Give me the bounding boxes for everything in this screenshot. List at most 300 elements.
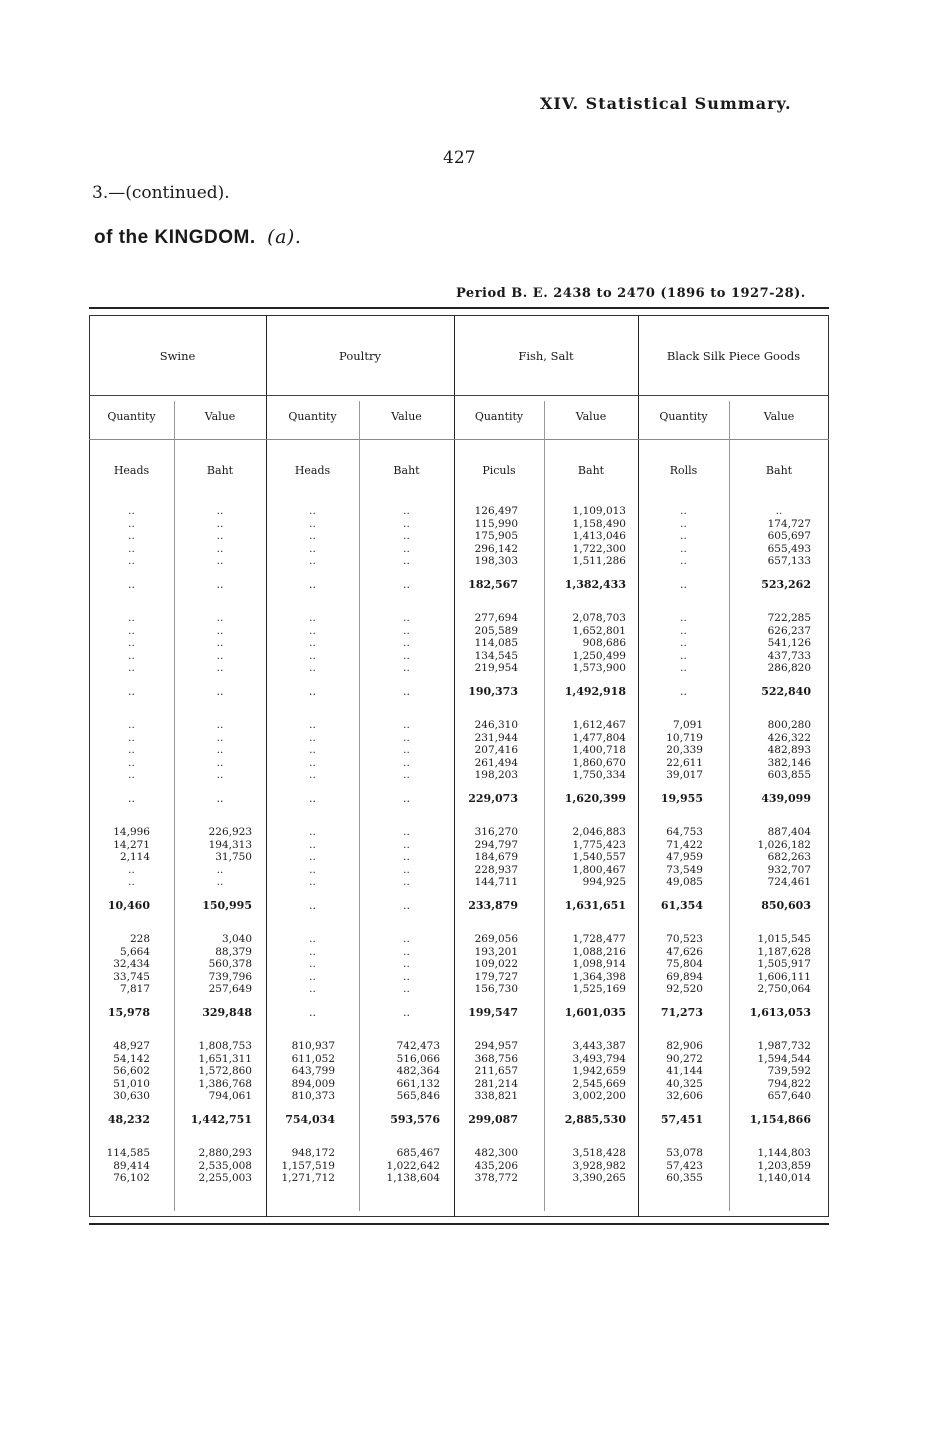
table-cell: .. bbox=[309, 555, 316, 568]
column-header-rule bbox=[89, 439, 829, 440]
total-cell: 593,576 bbox=[390, 1113, 440, 1126]
table-cell: .. bbox=[403, 945, 410, 958]
table-cell: .. bbox=[216, 744, 224, 757]
total-cell: 299,087 bbox=[468, 1113, 518, 1126]
table-cell: .. bbox=[680, 662, 687, 675]
table-cell: 2,545,669 bbox=[572, 1077, 626, 1090]
table-cell: 14,271 bbox=[113, 838, 150, 851]
table-cell: 932,707 bbox=[767, 863, 811, 876]
table-cell: 378,772 bbox=[474, 1172, 518, 1185]
table-cell: .. bbox=[309, 624, 316, 637]
table-cell: 794,061 bbox=[208, 1090, 252, 1103]
table-cell: .. bbox=[216, 555, 224, 568]
table-cell: 724,461 bbox=[767, 876, 811, 889]
table-cell: 1,594,544 bbox=[757, 1052, 811, 1065]
table-cell: 810,937 bbox=[291, 1040, 335, 1052]
group-header: Black Silk Piece Goods bbox=[666, 349, 801, 363]
table-cell: .. bbox=[216, 612, 224, 624]
table-cell: 40,325 bbox=[666, 1077, 703, 1090]
total-cell: .. bbox=[309, 792, 316, 805]
table-cell: .. bbox=[680, 612, 687, 624]
table-cell: 31,750 bbox=[215, 851, 252, 864]
table-cell: 1,138,604 bbox=[386, 1172, 440, 1185]
table-cell: .. bbox=[309, 662, 316, 675]
table-cell: .. bbox=[216, 517, 224, 530]
table-cell: 482,893 bbox=[767, 744, 811, 757]
total-cell: 439,099 bbox=[761, 792, 811, 805]
table-cell: .. bbox=[680, 555, 687, 568]
unit-label: Baht bbox=[393, 464, 420, 477]
page-number: 427 bbox=[443, 148, 476, 168]
table-cell: .. bbox=[403, 662, 410, 675]
total-cell: 523,262 bbox=[761, 578, 811, 591]
total-cell: 1,492,918 bbox=[564, 685, 626, 698]
unit-label: Baht bbox=[577, 464, 605, 477]
table-cell: 722,285 bbox=[767, 612, 811, 624]
table-cell: 1,652,801 bbox=[572, 624, 626, 637]
table-cell: 294,797 bbox=[474, 838, 518, 851]
table-cell: 794,822 bbox=[767, 1077, 811, 1090]
total-cell: 1,620,399 bbox=[564, 792, 626, 805]
kingdom-label: of the KINGDOM. bbox=[94, 227, 256, 248]
total-cell: .. bbox=[403, 1006, 410, 1019]
total-cell: .. bbox=[403, 792, 410, 805]
total-cell: 1,154,866 bbox=[749, 1113, 811, 1126]
table-cell: 76,102 bbox=[113, 1172, 150, 1185]
table-cell: 565,846 bbox=[396, 1090, 440, 1103]
table-cell: .. bbox=[216, 719, 224, 731]
table-cell: 1,157,519 bbox=[281, 1159, 335, 1172]
table-cell: 109,022 bbox=[474, 958, 518, 971]
table-cell: .. bbox=[128, 756, 135, 769]
table-cell: 174,727 bbox=[767, 517, 811, 530]
table-cell: 2,078,703 bbox=[572, 612, 626, 624]
table-cell: .. bbox=[128, 863, 135, 876]
total-cell: 190,373 bbox=[468, 685, 518, 698]
table-cell: .. bbox=[403, 863, 410, 876]
table-cell: .. bbox=[216, 662, 224, 675]
table-cell: 207,416 bbox=[474, 744, 518, 757]
table-cell: 1,088,216 bbox=[572, 945, 626, 958]
table-cell: .. bbox=[403, 624, 410, 637]
total-cell: 10,460 bbox=[107, 899, 150, 912]
total-cell: 19,955 bbox=[660, 792, 703, 805]
table-cell: 1,400,718 bbox=[572, 744, 626, 757]
table-cell: 115,990 bbox=[474, 517, 518, 530]
table-cell: 14,996 bbox=[113, 826, 150, 838]
table-cell: .. bbox=[309, 945, 316, 958]
table-cell: .. bbox=[309, 838, 316, 851]
table-cell: 1,808,753 bbox=[198, 1040, 252, 1052]
table-cell: 1,364,398 bbox=[572, 970, 626, 983]
unit-label: Rolls bbox=[669, 464, 698, 477]
table-cell: 426,322 bbox=[767, 731, 811, 744]
table-cell: 193,201 bbox=[474, 945, 518, 958]
table-cell: 661,132 bbox=[396, 1077, 440, 1090]
table-cell: 75,804 bbox=[666, 958, 703, 971]
table-cell: .. bbox=[128, 649, 135, 662]
table-cell: .. bbox=[403, 983, 410, 996]
total-cell: .. bbox=[216, 792, 224, 805]
table-cell: 184,679 bbox=[474, 851, 518, 864]
group-header-rule bbox=[89, 395, 829, 396]
table-cell: 1,651,311 bbox=[198, 1052, 252, 1065]
table-border-right bbox=[828, 315, 829, 1217]
table-cell: 626,237 bbox=[767, 624, 811, 637]
group-header: Poultry bbox=[339, 349, 381, 363]
total-cell: 2,885,530 bbox=[564, 1113, 626, 1126]
table-cell: .. bbox=[309, 769, 316, 782]
table-cell: .. bbox=[680, 649, 687, 662]
table-cell: 382,146 bbox=[767, 756, 811, 769]
table-cell: .. bbox=[403, 838, 410, 851]
table-cell: 60,355 bbox=[666, 1172, 703, 1185]
table-cell: 800,280 bbox=[767, 719, 811, 731]
total-cell: .. bbox=[128, 685, 135, 698]
table-cell: 3,390,265 bbox=[572, 1172, 626, 1185]
table-cell: 54,142 bbox=[113, 1052, 150, 1065]
table-cell: .. bbox=[128, 530, 135, 543]
table-cell: 3,493,794 bbox=[572, 1052, 626, 1065]
table-cell: 1,022,642 bbox=[386, 1159, 440, 1172]
table-cell: 277,694 bbox=[474, 612, 518, 624]
table-cell: .. bbox=[403, 970, 410, 983]
unit-label: Baht bbox=[765, 464, 793, 477]
table-cell: 1,015,545 bbox=[757, 933, 811, 945]
table-cell: 1,800,467 bbox=[572, 863, 626, 876]
total-cell: .. bbox=[309, 899, 316, 912]
total-cell: 229,073 bbox=[468, 792, 518, 805]
table-cell: 2,535,008 bbox=[198, 1159, 252, 1172]
table-cell: 541,126 bbox=[767, 637, 811, 650]
table-cell: 261,494 bbox=[474, 756, 518, 769]
total-cell: .. bbox=[309, 685, 316, 698]
table-cell: 1,250,499 bbox=[572, 649, 626, 662]
table-cell: .. bbox=[680, 517, 687, 530]
total-cell: 329,848 bbox=[202, 1006, 252, 1019]
table-cell: 114,085 bbox=[474, 637, 518, 650]
table-cell: 41,144 bbox=[666, 1065, 703, 1078]
table-cell: .. bbox=[309, 649, 316, 662]
table-cell: 228 bbox=[129, 933, 150, 945]
table-cell: 92,520 bbox=[666, 983, 703, 996]
table-cell: 1,750,334 bbox=[572, 769, 626, 782]
table-cell: 482,364 bbox=[396, 1065, 440, 1078]
table-cell: .. bbox=[403, 851, 410, 864]
table-cell: 114,585 bbox=[106, 1147, 150, 1159]
table-cell: 3,443,387 bbox=[572, 1040, 626, 1052]
table-cell: .. bbox=[128, 662, 135, 675]
table-cell: .. bbox=[128, 624, 135, 637]
table-cell: 2,046,883 bbox=[572, 826, 626, 838]
total-cell: 1,601,035 bbox=[564, 1006, 626, 1019]
table-cell: .. bbox=[216, 530, 224, 543]
table-cell: .. bbox=[216, 756, 224, 769]
page-header-title: XIV. Statistical Summary. bbox=[540, 94, 792, 113]
total-cell: .. bbox=[403, 685, 410, 698]
table-cell: 1,271,712 bbox=[281, 1172, 335, 1185]
table-cell: .. bbox=[403, 876, 410, 889]
total-cell: 57,451 bbox=[660, 1113, 703, 1126]
table-cell: 257,649 bbox=[208, 983, 252, 996]
table-cell: 144,711 bbox=[474, 876, 518, 889]
total-cell: 1,382,433 bbox=[564, 578, 626, 591]
table-cell: 1,572,860 bbox=[198, 1065, 252, 1078]
total-cell: 1,442,751 bbox=[190, 1113, 252, 1126]
table-cell: 1,098,914 bbox=[572, 958, 626, 971]
table-cell: 296,142 bbox=[474, 542, 518, 555]
table-cell: 90,272 bbox=[666, 1052, 703, 1065]
table-cell: .. bbox=[128, 769, 135, 782]
table-cell: 47,959 bbox=[666, 851, 703, 864]
column-header: Value bbox=[763, 410, 795, 423]
table-cell: .. bbox=[403, 719, 410, 731]
table-cell: .. bbox=[128, 555, 135, 568]
total-cell: .. bbox=[680, 685, 687, 698]
table-cell: 156,730 bbox=[474, 983, 518, 996]
table-cell: .. bbox=[309, 731, 316, 744]
table-cell: .. bbox=[216, 769, 224, 782]
unit-label: Baht bbox=[206, 464, 234, 477]
table-cell: 655,493 bbox=[767, 542, 811, 555]
table-cell: .. bbox=[403, 542, 410, 555]
table-cell: 70,523 bbox=[666, 933, 703, 945]
table-cell: 682,263 bbox=[767, 851, 811, 864]
table-cell: 3,928,982 bbox=[572, 1159, 626, 1172]
table-cell: 126,497 bbox=[474, 505, 518, 517]
table-cell: .. bbox=[403, 612, 410, 624]
table-rule-top bbox=[89, 315, 829, 316]
table-cell: 1,477,804 bbox=[572, 731, 626, 744]
table-cell: 2,114 bbox=[119, 851, 150, 864]
table-cell: .. bbox=[128, 637, 135, 650]
table-cell: 205,589 bbox=[474, 624, 518, 637]
table-cell: 51,010 bbox=[113, 1077, 150, 1090]
table-cell: 1,722,300 bbox=[572, 542, 626, 555]
table-cell: 685,467 bbox=[396, 1147, 440, 1159]
table-cell: .. bbox=[403, 731, 410, 744]
table-cell: .. bbox=[128, 876, 135, 889]
table-cell: 1,158,490 bbox=[572, 517, 626, 530]
total-cell: .. bbox=[403, 578, 410, 591]
table-cell: .. bbox=[309, 876, 316, 889]
table-cell: 908,686 bbox=[582, 637, 626, 650]
table-cell: 1,612,467 bbox=[572, 719, 626, 731]
table-cell: 894,009 bbox=[291, 1077, 335, 1090]
table-cell: 887,404 bbox=[767, 826, 811, 838]
table-cell: .. bbox=[403, 958, 410, 971]
table-cell: 198,203 bbox=[474, 769, 518, 782]
table-cell: .. bbox=[309, 612, 316, 624]
total-cell: 850,603 bbox=[761, 899, 811, 912]
table-cell: .. bbox=[216, 649, 224, 662]
table-cell: .. bbox=[403, 769, 410, 782]
total-cell: .. bbox=[128, 578, 135, 591]
table-cell: 1,987,732 bbox=[757, 1040, 811, 1052]
table-cell: 64,753 bbox=[666, 826, 703, 838]
table-cell: .. bbox=[309, 958, 316, 971]
total-cell: 754,034 bbox=[285, 1113, 335, 1126]
table-cell: 948,172 bbox=[291, 1147, 335, 1159]
table-cell: .. bbox=[309, 744, 316, 757]
table-cell: .. bbox=[403, 756, 410, 769]
table-cell: 1,187,628 bbox=[757, 945, 811, 958]
total-cell: 1,613,053 bbox=[749, 1006, 811, 1019]
kingdom-heading bbox=[94, 226, 301, 249]
table-cell: .. bbox=[309, 863, 316, 876]
table-cell: .. bbox=[403, 933, 410, 945]
total-cell: 1,631,651 bbox=[564, 899, 626, 912]
table-cell: .. bbox=[309, 756, 316, 769]
total-cell: .. bbox=[216, 685, 224, 698]
total-cell: .. bbox=[403, 899, 410, 912]
table-cell: 810,373 bbox=[291, 1090, 335, 1103]
table-cell: .. bbox=[309, 933, 316, 945]
total-cell: 150,995 bbox=[202, 899, 252, 912]
table-cell: .. bbox=[309, 983, 316, 996]
table-cell: .. bbox=[216, 505, 224, 517]
table-cell: 57,423 bbox=[666, 1159, 703, 1172]
table-cell: 20,339 bbox=[666, 744, 703, 757]
table-cell: 2,255,003 bbox=[198, 1172, 252, 1185]
table-cell: .. bbox=[128, 744, 135, 757]
table-cell: .. bbox=[403, 530, 410, 543]
total-cell: .. bbox=[216, 578, 224, 591]
total-cell: 182,567 bbox=[468, 578, 518, 591]
table-cell: 211,657 bbox=[474, 1065, 518, 1078]
column-header: Value bbox=[204, 410, 236, 423]
table-cell: 73,549 bbox=[666, 863, 703, 876]
table-cell: 1,144,803 bbox=[757, 1147, 811, 1159]
table-cell: 33,745 bbox=[113, 970, 150, 983]
table-cell: .. bbox=[216, 876, 224, 889]
table-cell: .. bbox=[309, 542, 316, 555]
table-cell: 2,880,293 bbox=[198, 1147, 252, 1159]
column-header: Value bbox=[391, 410, 422, 423]
table-cell: 32,434 bbox=[113, 958, 150, 971]
table-cell: .. bbox=[128, 719, 135, 731]
column-header: Quantity bbox=[474, 410, 524, 423]
table-cell: 1,525,169 bbox=[572, 983, 626, 996]
table-cell: .. bbox=[403, 744, 410, 757]
table-cell: 10,719 bbox=[666, 731, 703, 744]
table-cell: 482,300 bbox=[474, 1147, 518, 1159]
table-continued-label: 3.—(continued). bbox=[92, 183, 230, 203]
table-cell: 739,796 bbox=[208, 970, 252, 983]
table-cell: .. bbox=[403, 555, 410, 568]
table-cell: 226,923 bbox=[208, 826, 252, 838]
table-cell: .. bbox=[680, 542, 687, 555]
table-cell: .. bbox=[216, 624, 224, 637]
table-cell: 179,727 bbox=[474, 970, 518, 983]
table-cell: 49,085 bbox=[666, 876, 703, 889]
table-cell: 32,606 bbox=[666, 1090, 703, 1103]
table-cell: .. bbox=[309, 851, 316, 864]
table-cell: .. bbox=[128, 542, 135, 555]
table-cell: .. bbox=[309, 517, 316, 530]
table-cell: 56,602 bbox=[113, 1065, 150, 1078]
table-cell: .. bbox=[216, 731, 224, 744]
table-cell: 134,545 bbox=[474, 649, 518, 662]
table-cell: 219,954 bbox=[474, 662, 518, 675]
table-cell: .. bbox=[309, 530, 316, 543]
table-cell: 47,626 bbox=[666, 945, 703, 958]
table-cell: 48,927 bbox=[113, 1040, 150, 1052]
table-cell: 437,733 bbox=[767, 649, 811, 662]
table-cell: 368,756 bbox=[474, 1052, 518, 1065]
total-cell: 48,232 bbox=[107, 1113, 150, 1126]
table-cell: 39,017 bbox=[666, 769, 703, 782]
table-cell: 246,310 bbox=[474, 719, 518, 731]
table-cell: 1,860,670 bbox=[572, 756, 626, 769]
table-cell: 269,056 bbox=[474, 933, 518, 945]
total-cell: 61,354 bbox=[660, 899, 703, 912]
table-cell: 198,303 bbox=[474, 555, 518, 568]
table-cell: 3,518,428 bbox=[572, 1147, 626, 1159]
table-cell: 53,078 bbox=[666, 1147, 703, 1159]
table-cell: 88,379 bbox=[215, 945, 252, 958]
table-cell: 560,378 bbox=[208, 958, 252, 971]
table-cell: .. bbox=[128, 505, 135, 517]
unit-label: Piculs bbox=[482, 464, 516, 477]
period-heading: Period B. E. 2438 to 2470 (1896 to 1927-28). bbox=[456, 286, 806, 301]
table-cell: .. bbox=[775, 505, 783, 517]
table-cell: 1,728,477 bbox=[572, 933, 626, 945]
table-cell: 643,799 bbox=[291, 1065, 335, 1078]
total-cell: .. bbox=[309, 1006, 316, 1019]
table-cell: .. bbox=[403, 649, 410, 662]
table-rule-bottom bbox=[89, 1216, 829, 1217]
table-cell: .. bbox=[216, 637, 224, 650]
total-cell: .. bbox=[309, 578, 316, 591]
table-cell: 611,052 bbox=[291, 1052, 335, 1065]
table-cell: 5,664 bbox=[119, 945, 150, 958]
table-cell: .. bbox=[128, 612, 135, 624]
unit-label: Heads bbox=[113, 464, 150, 477]
table-cell: 657,640 bbox=[767, 1090, 811, 1103]
table-cell: 30,630 bbox=[113, 1090, 150, 1103]
column-header: Quantity bbox=[659, 410, 708, 423]
table-cell: 175,905 bbox=[474, 530, 518, 543]
table-cell: 7,091 bbox=[672, 719, 703, 731]
table-cell: 194,313 bbox=[208, 838, 252, 851]
table-cell: .. bbox=[309, 826, 316, 838]
table-cell: 742,473 bbox=[396, 1040, 440, 1052]
column-header: Value bbox=[575, 410, 607, 423]
table-cell: 605,697 bbox=[767, 530, 811, 543]
table-cell: 603,855 bbox=[767, 769, 811, 782]
table-cell: 3,002,200 bbox=[572, 1090, 626, 1103]
total-cell: 199,547 bbox=[468, 1006, 518, 1019]
table-cell: 1,942,659 bbox=[572, 1065, 626, 1078]
column-header: Quantity bbox=[288, 410, 337, 423]
table-cell: .. bbox=[216, 863, 224, 876]
table-cell: 1,413,046 bbox=[572, 530, 626, 543]
group-header: Swine bbox=[159, 349, 196, 363]
table-cell: 316,270 bbox=[474, 826, 518, 838]
table-cell: 1,775,423 bbox=[572, 838, 626, 851]
table-cell: 71,422 bbox=[666, 838, 703, 851]
total-cell: .. bbox=[680, 578, 687, 591]
table-cell: .. bbox=[403, 826, 410, 838]
table-cell: 435,206 bbox=[474, 1159, 518, 1172]
table-cell: 69,894 bbox=[666, 970, 703, 983]
total-cell: 233,879 bbox=[468, 899, 518, 912]
total-cell: 15,978 bbox=[107, 1006, 150, 1019]
table-cell: 1,573,900 bbox=[572, 662, 626, 675]
total-cell: 71,273 bbox=[660, 1006, 703, 1019]
table-cell: .. bbox=[680, 505, 687, 517]
